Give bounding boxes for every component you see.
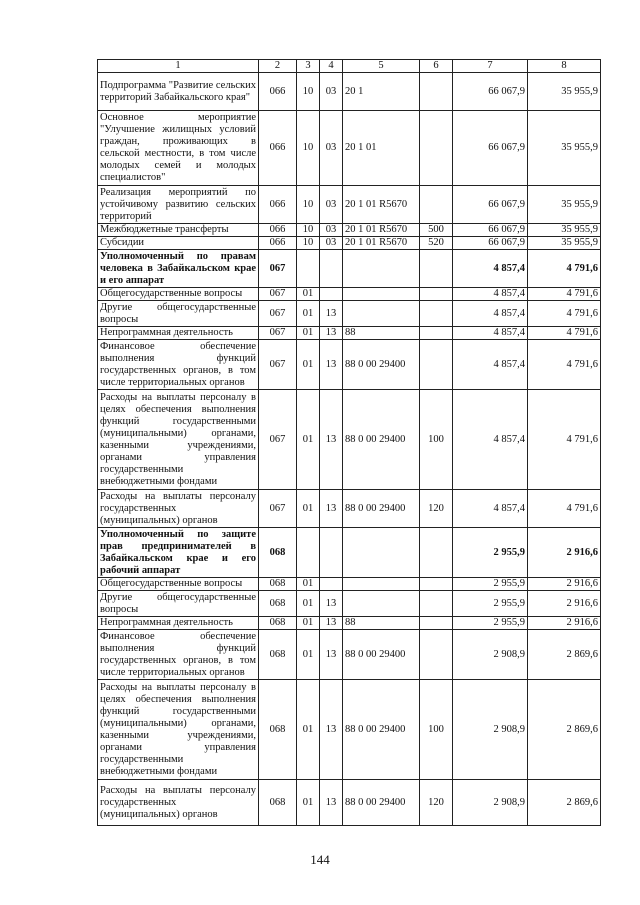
cell-target-article: 88 0 00 29400 bbox=[343, 780, 420, 826]
cell-ministry-code: 066 bbox=[259, 186, 297, 224]
table-row bbox=[98, 340, 601, 390]
cell-subsection-code: 13 bbox=[320, 630, 343, 680]
row-name: Расходы на выплаты персоналу государственных (муниципальных) органов bbox=[98, 780, 259, 826]
cell-amount-col7: 66 067,9 bbox=[453, 73, 528, 111]
row-name: Подпрограмма "Развитие сельских территорий Забайкальского края" bbox=[98, 73, 259, 111]
cell-section-code bbox=[297, 250, 320, 288]
table-body bbox=[98, 60, 601, 826]
cell-target-article: 88 0 00 29400 bbox=[343, 390, 420, 490]
cell-subsection-code: 13 bbox=[320, 490, 343, 528]
cell-target-article bbox=[343, 288, 420, 301]
cell-amount-col7: 66 067,9 bbox=[453, 237, 528, 250]
cell-subsection-code: 13 bbox=[320, 340, 343, 390]
cell-amount-col7: 66 067,9 bbox=[453, 111, 528, 186]
cell-target-article: 88 0 00 29400 bbox=[343, 680, 420, 780]
table-row bbox=[98, 390, 601, 490]
row-name: Расходы на выплаты персоналу в целях обеспечения выполнения функций государственными (муниципальными) органами, казенными учреждениями, органами управления государственными внебюджетными фондами bbox=[98, 390, 259, 490]
table-row bbox=[98, 237, 601, 250]
cell-amount-col7: 4 857,4 bbox=[453, 288, 528, 301]
cell-expense-type: 120 bbox=[420, 490, 453, 528]
cell-expense-type bbox=[420, 301, 453, 327]
table-row bbox=[98, 630, 601, 680]
cell-amount-col8: 2 869,6 bbox=[528, 780, 601, 826]
cell-expense-type bbox=[420, 186, 453, 224]
cell-ministry-code: 068 bbox=[259, 680, 297, 780]
cell-subsection-code: 13 bbox=[320, 301, 343, 327]
cell-expense-type: 120 bbox=[420, 780, 453, 826]
cell-subsection-code: 13 bbox=[320, 680, 343, 780]
table-row bbox=[98, 250, 601, 288]
cell-section-code: 01 bbox=[297, 390, 320, 490]
column-header: 6 bbox=[420, 60, 453, 73]
cell-subsection-code: 13 bbox=[320, 617, 343, 630]
cell-section-code: 01 bbox=[297, 591, 320, 617]
cell-amount-col8: 2 869,6 bbox=[528, 630, 601, 680]
row-name: Реализация мероприятий по устойчивому развитию сельских территорий bbox=[98, 186, 259, 224]
cell-amount-col8: 2 916,6 bbox=[528, 617, 601, 630]
row-name: Другие общегосударственные вопросы bbox=[98, 301, 259, 327]
cell-expense-type: 100 bbox=[420, 680, 453, 780]
cell-subsection-code: 03 bbox=[320, 73, 343, 111]
cell-amount-col8: 4 791,6 bbox=[528, 288, 601, 301]
cell-ministry-code: 066 bbox=[259, 224, 297, 237]
cell-amount-col8: 4 791,6 bbox=[528, 390, 601, 490]
cell-target-article: 88 0 00 29400 bbox=[343, 490, 420, 528]
cell-amount-col7: 2 908,9 bbox=[453, 780, 528, 826]
cell-amount-col8: 4 791,6 bbox=[528, 340, 601, 390]
cell-amount-col8: 2 916,6 bbox=[528, 528, 601, 578]
row-name: Финансовое обеспечение выполнения функций государственных органов, в том числе территориальных органов bbox=[98, 340, 259, 390]
cell-amount-col7: 66 067,9 bbox=[453, 224, 528, 237]
cell-target-article: 88 0 00 29400 bbox=[343, 630, 420, 680]
cell-amount-col7: 4 857,4 bbox=[453, 250, 528, 288]
column-header: 5 bbox=[343, 60, 420, 73]
row-name: Субсидии bbox=[98, 237, 259, 250]
cell-section-code: 01 bbox=[297, 578, 320, 591]
column-header: 3 bbox=[297, 60, 320, 73]
cell-subsection-code bbox=[320, 250, 343, 288]
cell-amount-col8: 4 791,6 bbox=[528, 301, 601, 327]
cell-amount-col8: 4 791,6 bbox=[528, 327, 601, 340]
cell-section-code: 01 bbox=[297, 301, 320, 327]
cell-target-article: 20 1 01 R5670 bbox=[343, 186, 420, 224]
cell-section-code: 01 bbox=[297, 490, 320, 528]
cell-target-article: 88 bbox=[343, 327, 420, 340]
cell-expense-type bbox=[420, 630, 453, 680]
cell-ministry-code: 068 bbox=[259, 617, 297, 630]
cell-subsection-code: 13 bbox=[320, 591, 343, 617]
cell-ministry-code: 067 bbox=[259, 301, 297, 327]
cell-ministry-code: 067 bbox=[259, 288, 297, 301]
cell-subsection-code bbox=[320, 288, 343, 301]
cell-amount-col8: 35 955,9 bbox=[528, 224, 601, 237]
cell-target-article bbox=[343, 591, 420, 617]
column-header: 1 bbox=[98, 60, 259, 73]
cell-subsection-code: 03 bbox=[320, 224, 343, 237]
row-name: Общегосударственные вопросы bbox=[98, 578, 259, 591]
row-name: Основное мероприятие "Улучшение жилищных условий граждан, проживающих в сельской местности, в том числе молодых семей и молодых специалистов" bbox=[98, 111, 259, 186]
row-name: Расходы на выплаты персоналу государственных (муниципальных) органов bbox=[98, 490, 259, 528]
column-header: 7 bbox=[453, 60, 528, 73]
cell-expense-type: 500 bbox=[420, 224, 453, 237]
cell-target-article: 20 1 01 bbox=[343, 111, 420, 186]
cell-expense-type bbox=[420, 528, 453, 578]
cell-section-code: 01 bbox=[297, 327, 320, 340]
cell-target-article bbox=[343, 578, 420, 591]
column-header: 4 bbox=[320, 60, 343, 73]
cell-amount-col7: 4 857,4 bbox=[453, 327, 528, 340]
cell-target-article: 88 bbox=[343, 617, 420, 630]
cell-target-article: 20 1 01 R5670 bbox=[343, 224, 420, 237]
cell-section-code: 01 bbox=[297, 780, 320, 826]
cell-amount-col8: 35 955,9 bbox=[528, 237, 601, 250]
table-row bbox=[98, 680, 601, 780]
table-row bbox=[98, 186, 601, 224]
row-name: Межбюджетные трансферты bbox=[98, 224, 259, 237]
column-header: 2 bbox=[259, 60, 297, 73]
cell-subsection-code: 03 bbox=[320, 237, 343, 250]
page-number: 144 bbox=[310, 852, 330, 867]
cell-subsection-code: 13 bbox=[320, 390, 343, 490]
table-row bbox=[98, 288, 601, 301]
row-name: Непрограммная деятельность bbox=[98, 617, 259, 630]
cell-subsection-code: 03 bbox=[320, 186, 343, 224]
cell-expense-type bbox=[420, 250, 453, 288]
cell-subsection-code bbox=[320, 578, 343, 591]
table-row bbox=[98, 327, 601, 340]
column-header: 8 bbox=[528, 60, 601, 73]
cell-amount-col7: 2 955,9 bbox=[453, 591, 528, 617]
cell-amount-col7: 4 857,4 bbox=[453, 340, 528, 390]
cell-ministry-code: 067 bbox=[259, 327, 297, 340]
row-name: Непрограммная деятельность bbox=[98, 327, 259, 340]
budget-table-container bbox=[97, 59, 601, 826]
cell-amount-col8: 35 955,9 bbox=[528, 73, 601, 111]
cell-amount-col8: 2 916,6 bbox=[528, 578, 601, 591]
cell-section-code bbox=[297, 528, 320, 578]
cell-target-article: 88 0 00 29400 bbox=[343, 340, 420, 390]
cell-amount-col7: 2 955,9 bbox=[453, 578, 528, 591]
cell-amount-col8: 2 869,6 bbox=[528, 680, 601, 780]
cell-amount-col8: 35 955,9 bbox=[528, 186, 601, 224]
cell-section-code: 10 bbox=[297, 73, 320, 111]
row-name: Финансовое обеспечение выполнения функций государственных органов, в том числе территориальных органов bbox=[98, 630, 259, 680]
cell-section-code: 10 bbox=[297, 111, 320, 186]
header-row bbox=[98, 60, 601, 73]
cell-amount-col8: 35 955,9 bbox=[528, 111, 601, 186]
row-name: Уполномоченный по защите прав предпринимателей в Забайкальском крае и его рабочий аппарат bbox=[98, 528, 259, 578]
cell-amount-col8: 4 791,6 bbox=[528, 490, 601, 528]
cell-subsection-code: 13 bbox=[320, 780, 343, 826]
cell-ministry-code: 066 bbox=[259, 237, 297, 250]
cell-amount-col7: 2 908,9 bbox=[453, 680, 528, 780]
budget-table bbox=[97, 59, 601, 826]
cell-subsection-code: 13 bbox=[320, 327, 343, 340]
table-row bbox=[98, 490, 601, 528]
row-name: Общегосударственные вопросы bbox=[98, 288, 259, 301]
table-row bbox=[98, 617, 601, 630]
cell-ministry-code: 068 bbox=[259, 630, 297, 680]
cell-ministry-code: 066 bbox=[259, 111, 297, 186]
cell-section-code: 01 bbox=[297, 617, 320, 630]
cell-target-article: 20 1 01 R5670 bbox=[343, 237, 420, 250]
cell-amount-col7: 66 067,9 bbox=[453, 186, 528, 224]
row-name: Расходы на выплаты персоналу в целях обеспечения выполнения функций государственными (муниципальными) органами, казенными учреждениями, органами управления государственными внебюджетными фондами bbox=[98, 680, 259, 780]
cell-section-code: 01 bbox=[297, 288, 320, 301]
table-row bbox=[98, 591, 601, 617]
cell-expense-type bbox=[420, 617, 453, 630]
cell-expense-type: 100 bbox=[420, 390, 453, 490]
table-row bbox=[98, 224, 601, 237]
table-row bbox=[98, 780, 601, 826]
cell-ministry-code: 066 bbox=[259, 73, 297, 111]
cell-ministry-code: 068 bbox=[259, 578, 297, 591]
cell-section-code: 10 bbox=[297, 186, 320, 224]
cell-amount-col7: 4 857,4 bbox=[453, 301, 528, 327]
cell-expense-type bbox=[420, 578, 453, 591]
cell-target-article bbox=[343, 301, 420, 327]
cell-ministry-code: 067 bbox=[259, 250, 297, 288]
cell-amount-col7: 2 955,9 bbox=[453, 617, 528, 630]
cell-target-article bbox=[343, 250, 420, 288]
cell-amount-col7: 4 857,4 bbox=[453, 490, 528, 528]
cell-amount-col7: 2 908,9 bbox=[453, 630, 528, 680]
cell-subsection-code: 03 bbox=[320, 111, 343, 186]
row-name: Уполномоченный по правам человека в Забайкальском крае и его аппарат bbox=[98, 250, 259, 288]
cell-subsection-code bbox=[320, 528, 343, 578]
cell-section-code: 10 bbox=[297, 237, 320, 250]
cell-target-article bbox=[343, 528, 420, 578]
cell-section-code: 01 bbox=[297, 340, 320, 390]
cell-amount-col7: 2 955,9 bbox=[453, 528, 528, 578]
cell-ministry-code: 068 bbox=[259, 528, 297, 578]
cell-target-article: 20 1 bbox=[343, 73, 420, 111]
cell-expense-type bbox=[420, 327, 453, 340]
cell-ministry-code: 067 bbox=[259, 340, 297, 390]
table-row bbox=[98, 73, 601, 111]
cell-expense-type bbox=[420, 288, 453, 301]
table-row bbox=[98, 528, 601, 578]
cell-section-code: 01 bbox=[297, 680, 320, 780]
cell-amount-col8: 2 916,6 bbox=[528, 591, 601, 617]
table-row bbox=[98, 578, 601, 591]
cell-expense-type bbox=[420, 73, 453, 111]
cell-section-code: 01 bbox=[297, 630, 320, 680]
cell-amount-col8: 4 791,6 bbox=[528, 250, 601, 288]
cell-ministry-code: 068 bbox=[259, 591, 297, 617]
table-row bbox=[98, 111, 601, 186]
cell-expense-type: 520 bbox=[420, 237, 453, 250]
cell-ministry-code: 068 bbox=[259, 780, 297, 826]
cell-expense-type bbox=[420, 111, 453, 186]
cell-amount-col7: 4 857,4 bbox=[453, 390, 528, 490]
row-name: Другие общегосударственные вопросы bbox=[98, 591, 259, 617]
table-row bbox=[98, 301, 601, 327]
cell-expense-type bbox=[420, 591, 453, 617]
cell-ministry-code: 067 bbox=[259, 390, 297, 490]
cell-section-code: 10 bbox=[297, 224, 320, 237]
cell-expense-type bbox=[420, 340, 453, 390]
cell-ministry-code: 067 bbox=[259, 490, 297, 528]
